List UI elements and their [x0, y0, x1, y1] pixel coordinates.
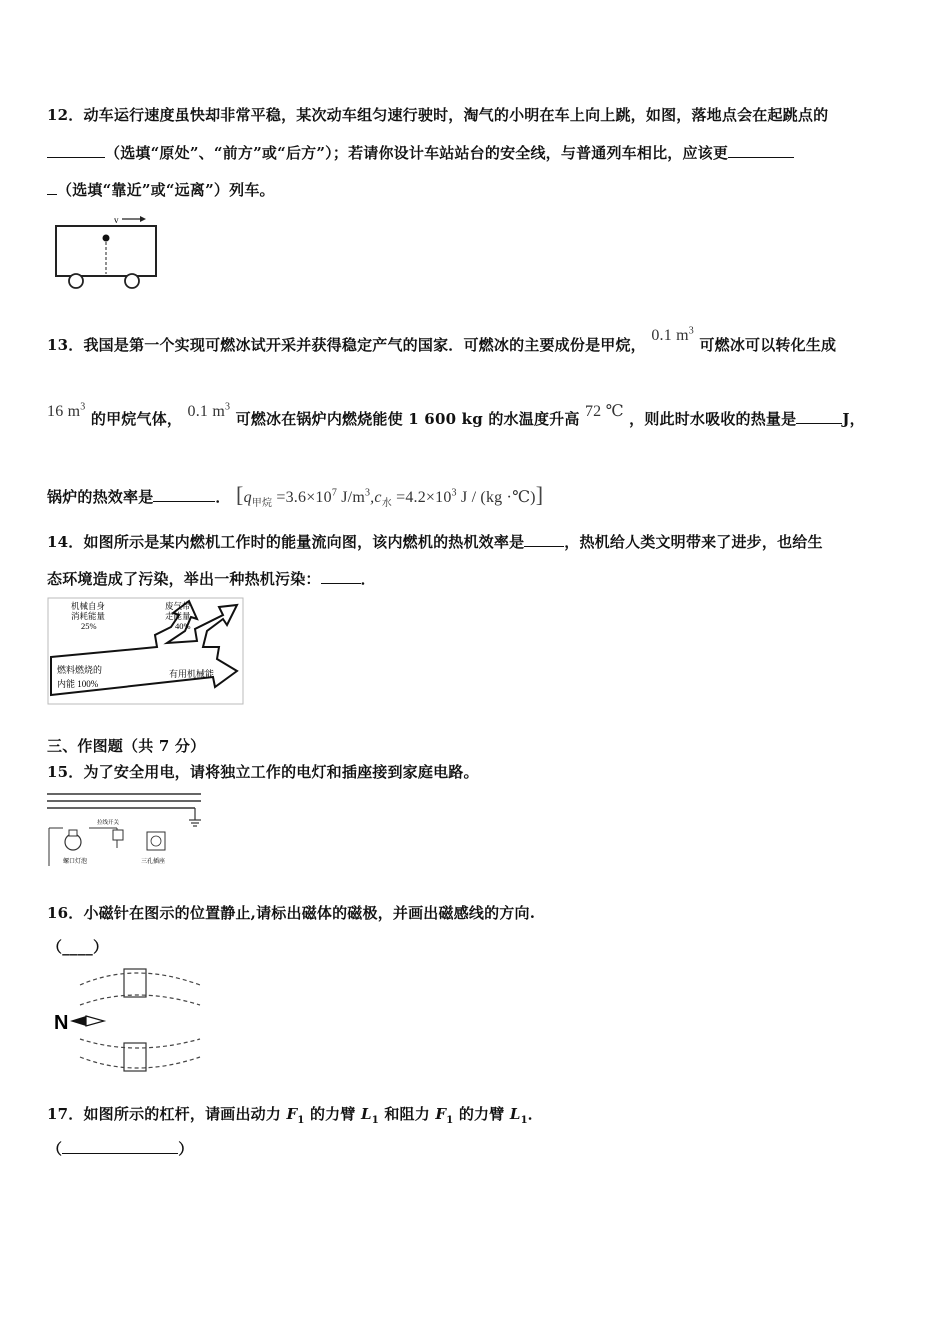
socket-label: 三孔插座 — [141, 859, 166, 865]
q13-formula-bracket-open: [ — [236, 482, 244, 507]
q12-blank-1[interactable] — [47, 143, 105, 158]
q13-line2-c: ，则此时水吸收的热量是 — [629, 410, 797, 428]
q14-line2-text: 态环境造成了污染，举出一种热机污染： — [47, 570, 321, 588]
socket-box — [147, 832, 165, 850]
q12-line2 — [47, 142, 794, 163]
q17-l1: L — [360, 1105, 372, 1123]
q12-line2-text: （选填“原处”、“前方”或“后方”）；若请你设计车站站台的安全线，与普通列车相比，应该更 — [105, 144, 729, 162]
q13-line2 — [47, 401, 865, 429]
q13-line1 — [47, 325, 837, 355]
q17-text-c: 和阻力 — [378, 1105, 436, 1123]
q12-blank-2[interactable] — [728, 143, 794, 158]
q13-line3-text: 锅炉的热效率是 — [47, 488, 154, 506]
q15-circuit-figure — [45, 788, 205, 868]
q14-line1-text: 14．如图所示是某内燃机工作时的能量流向图，该内燃机的热机效率是 — [47, 533, 525, 551]
q12-blank-2b[interactable] — [47, 180, 57, 195]
q12-line1: 12．动车运行速度虽快却非常平稳，某次动车组匀速行驶时，淘气的小明在车上向上跳，如图，落地点会在起跳点的 — [47, 106, 829, 124]
q17-f1: F — [286, 1105, 298, 1123]
label-useful: 有用机械能 — [169, 669, 215, 679]
section-3-title: 三、作图题（共 7 分） — [47, 737, 206, 755]
q13-blank-efficiency[interactable] — [153, 487, 215, 502]
q14-line2 — [47, 568, 376, 589]
needle-n-label: N — [54, 1012, 69, 1034]
magnet-bottom — [124, 1043, 146, 1071]
q13-unit: J， — [842, 410, 865, 428]
q16-answer[interactable]: （____） — [47, 938, 109, 956]
label-self: 机械自身 — [71, 601, 106, 611]
needle-north — [70, 1016, 86, 1026]
switch-box — [113, 830, 123, 840]
q13-period: ． — [215, 488, 231, 506]
q14-line1 — [47, 531, 823, 552]
q13-vol1: 0.1 $m^3$ — [651, 325, 694, 344]
q17-text-b: 的力臂 — [304, 1105, 361, 1123]
label-self-3: 25% — [81, 621, 97, 631]
q17-text-d: 的力臂 — [453, 1105, 510, 1123]
q14-line1-end: ，热机给人类文明带来了进步，也给生 — [564, 533, 823, 551]
q13-temp: 72 ℃ — [584, 403, 624, 420]
q14-blank-pollution[interactable] — [321, 569, 361, 584]
q17-answer[interactable]: （ ） — [47, 1140, 194, 1158]
q14-blank-efficiency[interactable] — [524, 532, 564, 547]
q17-text-a: 17．如图所示的杠杆，请画出动力 — [47, 1105, 287, 1123]
lamp-label: 螺口灯泡 — [63, 859, 88, 865]
q13-vol3: 0.1 $m^3$ — [187, 401, 231, 420]
label-self-2: 消耗能量 — [71, 611, 106, 621]
q13-line3 — [47, 482, 543, 509]
q12-line3 — [47, 179, 275, 200]
q17-f1-b: F — [435, 1105, 447, 1123]
q13-formula: $q_{甲烷} =3.6\times 10^7$ $J/m^3,c_水 =4.2\times 10^3$ J / (kg ·℃) — [243, 487, 536, 510]
wheel-right — [125, 274, 139, 288]
switch-label: 拉线开关 — [97, 820, 120, 826]
q14-line2-end: ． — [360, 570, 376, 588]
q17-l1-b: L — [509, 1105, 521, 1123]
q16-magnet-figure — [50, 965, 210, 1073]
needle-south — [86, 1016, 104, 1026]
label-waste: 废气带 — [165, 601, 191, 611]
q14-energy-flow-figure — [47, 597, 245, 707]
q17-text: 17．如图所示的杠杆，请画出动力 $F_1$ 的力臂 $L_1$ 和阻力 $F_1$ 的力臂 $L_1$． — [47, 1105, 543, 1126]
q13-blank-heat[interactable] — [796, 409, 842, 424]
label-fuel-2: 内能 100% — [57, 679, 99, 689]
q15-text: 15．为了安全用电，请将独立工作的电灯和插座接到家庭电路。 — [47, 763, 479, 781]
label-fuel: 燃料燃烧的 — [57, 665, 103, 675]
q13-line1-text: 13．我国是第一个实现可燃冰试开采并获得稳定产气的国家．可燃冰的主要成份是甲烷， — [47, 336, 646, 354]
q16-text: 16．小磁针在图示的位置静止,请标出磁体的磁极，并画出磁感线的方向. — [47, 904, 536, 922]
q13-line2-b: 可燃冰在锅炉内燃烧能使 1 600 kg 的水温度升高 — [235, 410, 580, 428]
label-waste-3: 40% — [175, 621, 191, 631]
q13-vol2: 16 $m^3$ — [47, 401, 86, 420]
q12-train-figure — [52, 212, 162, 290]
q13-line2-a: 的甲烷气体， — [90, 410, 183, 428]
q12-line3-text: （选填“靠近”或“远离”）列车。 — [57, 181, 275, 199]
label-waste-2: 走能量 — [165, 611, 191, 621]
wheel-left — [69, 274, 83, 288]
q13-line1-end: 可燃冰可以转化生成 — [699, 336, 837, 354]
q17-text-e: ． — [527, 1105, 543, 1123]
velocity-label: v — [114, 215, 119, 225]
boy-dot — [103, 235, 110, 242]
q13-formula-bracket-close: ] — [535, 482, 544, 507]
q17-answer-blank[interactable] — [62, 1139, 178, 1154]
